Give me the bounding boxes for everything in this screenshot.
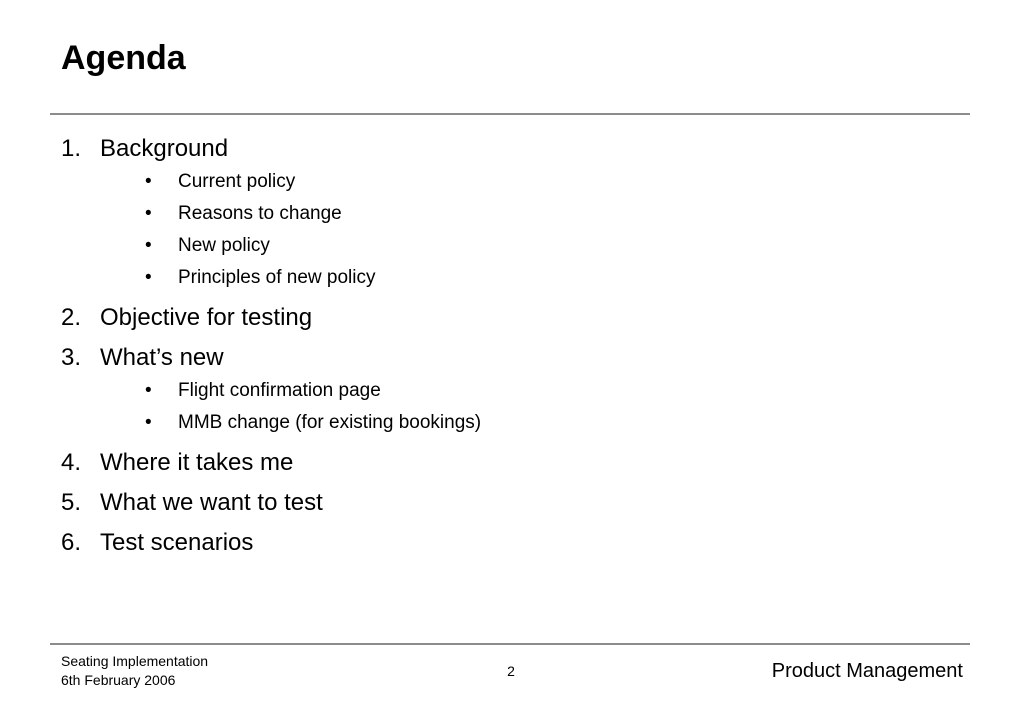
agenda-item-number: 1. bbox=[61, 135, 82, 162]
footer-date: 6th February 2006 bbox=[61, 672, 176, 688]
bullet-icon: • bbox=[145, 171, 152, 192]
agenda-item-number: 5. bbox=[61, 489, 82, 516]
agenda-item bbox=[61, 339, 481, 444]
agenda-item-label: What’s new bbox=[100, 344, 224, 371]
bullet-icon: • bbox=[145, 203, 152, 224]
footer-divider bbox=[50, 643, 970, 645]
agenda-subitem bbox=[61, 170, 481, 202]
agenda-item bbox=[61, 130, 481, 299]
agenda-item-label: Where it takes me bbox=[100, 449, 294, 476]
agenda-subitem bbox=[61, 202, 481, 234]
title-divider bbox=[50, 113, 970, 115]
agenda-subitem-label: New policy bbox=[178, 235, 270, 256]
agenda-subitem-label: Current policy bbox=[178, 171, 296, 192]
agenda-sublist bbox=[61, 170, 481, 299]
agenda-item bbox=[61, 524, 481, 564]
agenda-subitem-label: MMB change (for existing bookings) bbox=[178, 412, 482, 433]
footer-info bbox=[61, 652, 208, 690]
agenda-subitem bbox=[61, 234, 481, 266]
page-number: 2 bbox=[507, 663, 515, 679]
agenda-item-label: Background bbox=[100, 135, 229, 162]
agenda-item bbox=[61, 299, 481, 339]
agenda-subitem bbox=[61, 411, 481, 443]
bullet-icon: • bbox=[145, 380, 152, 401]
bullet-icon: • bbox=[145, 235, 152, 256]
agenda-subitem bbox=[61, 266, 481, 298]
agenda-subitem-label: Reasons to change bbox=[178, 203, 342, 224]
agenda-item-number: 4. bbox=[61, 449, 82, 476]
footer-project: Seating Implementation bbox=[61, 653, 209, 669]
bullet-icon: • bbox=[145, 267, 152, 288]
agenda-subitem-label: Principles of new policy bbox=[178, 267, 376, 288]
agenda-list bbox=[61, 130, 481, 564]
agenda-sublist bbox=[61, 379, 481, 444]
agenda-item-label: What we want to test bbox=[100, 489, 323, 516]
agenda-item-label: Test scenarios bbox=[100, 529, 254, 556]
slide-title: Agenda bbox=[61, 39, 186, 77]
agenda-item bbox=[61, 444, 481, 484]
agenda-item-number: 6. bbox=[61, 529, 82, 556]
agenda-subitem-label: Flight confirmation page bbox=[178, 380, 381, 401]
agenda-item bbox=[61, 484, 481, 524]
agenda-item-number: 2. bbox=[61, 304, 82, 331]
agenda-subitem bbox=[61, 379, 481, 411]
agenda-item-label: Objective for testing bbox=[100, 304, 313, 331]
footer-department: Product Management bbox=[771, 660, 963, 682]
bullet-icon: • bbox=[145, 412, 152, 433]
agenda-item-number: 3. bbox=[61, 344, 82, 371]
